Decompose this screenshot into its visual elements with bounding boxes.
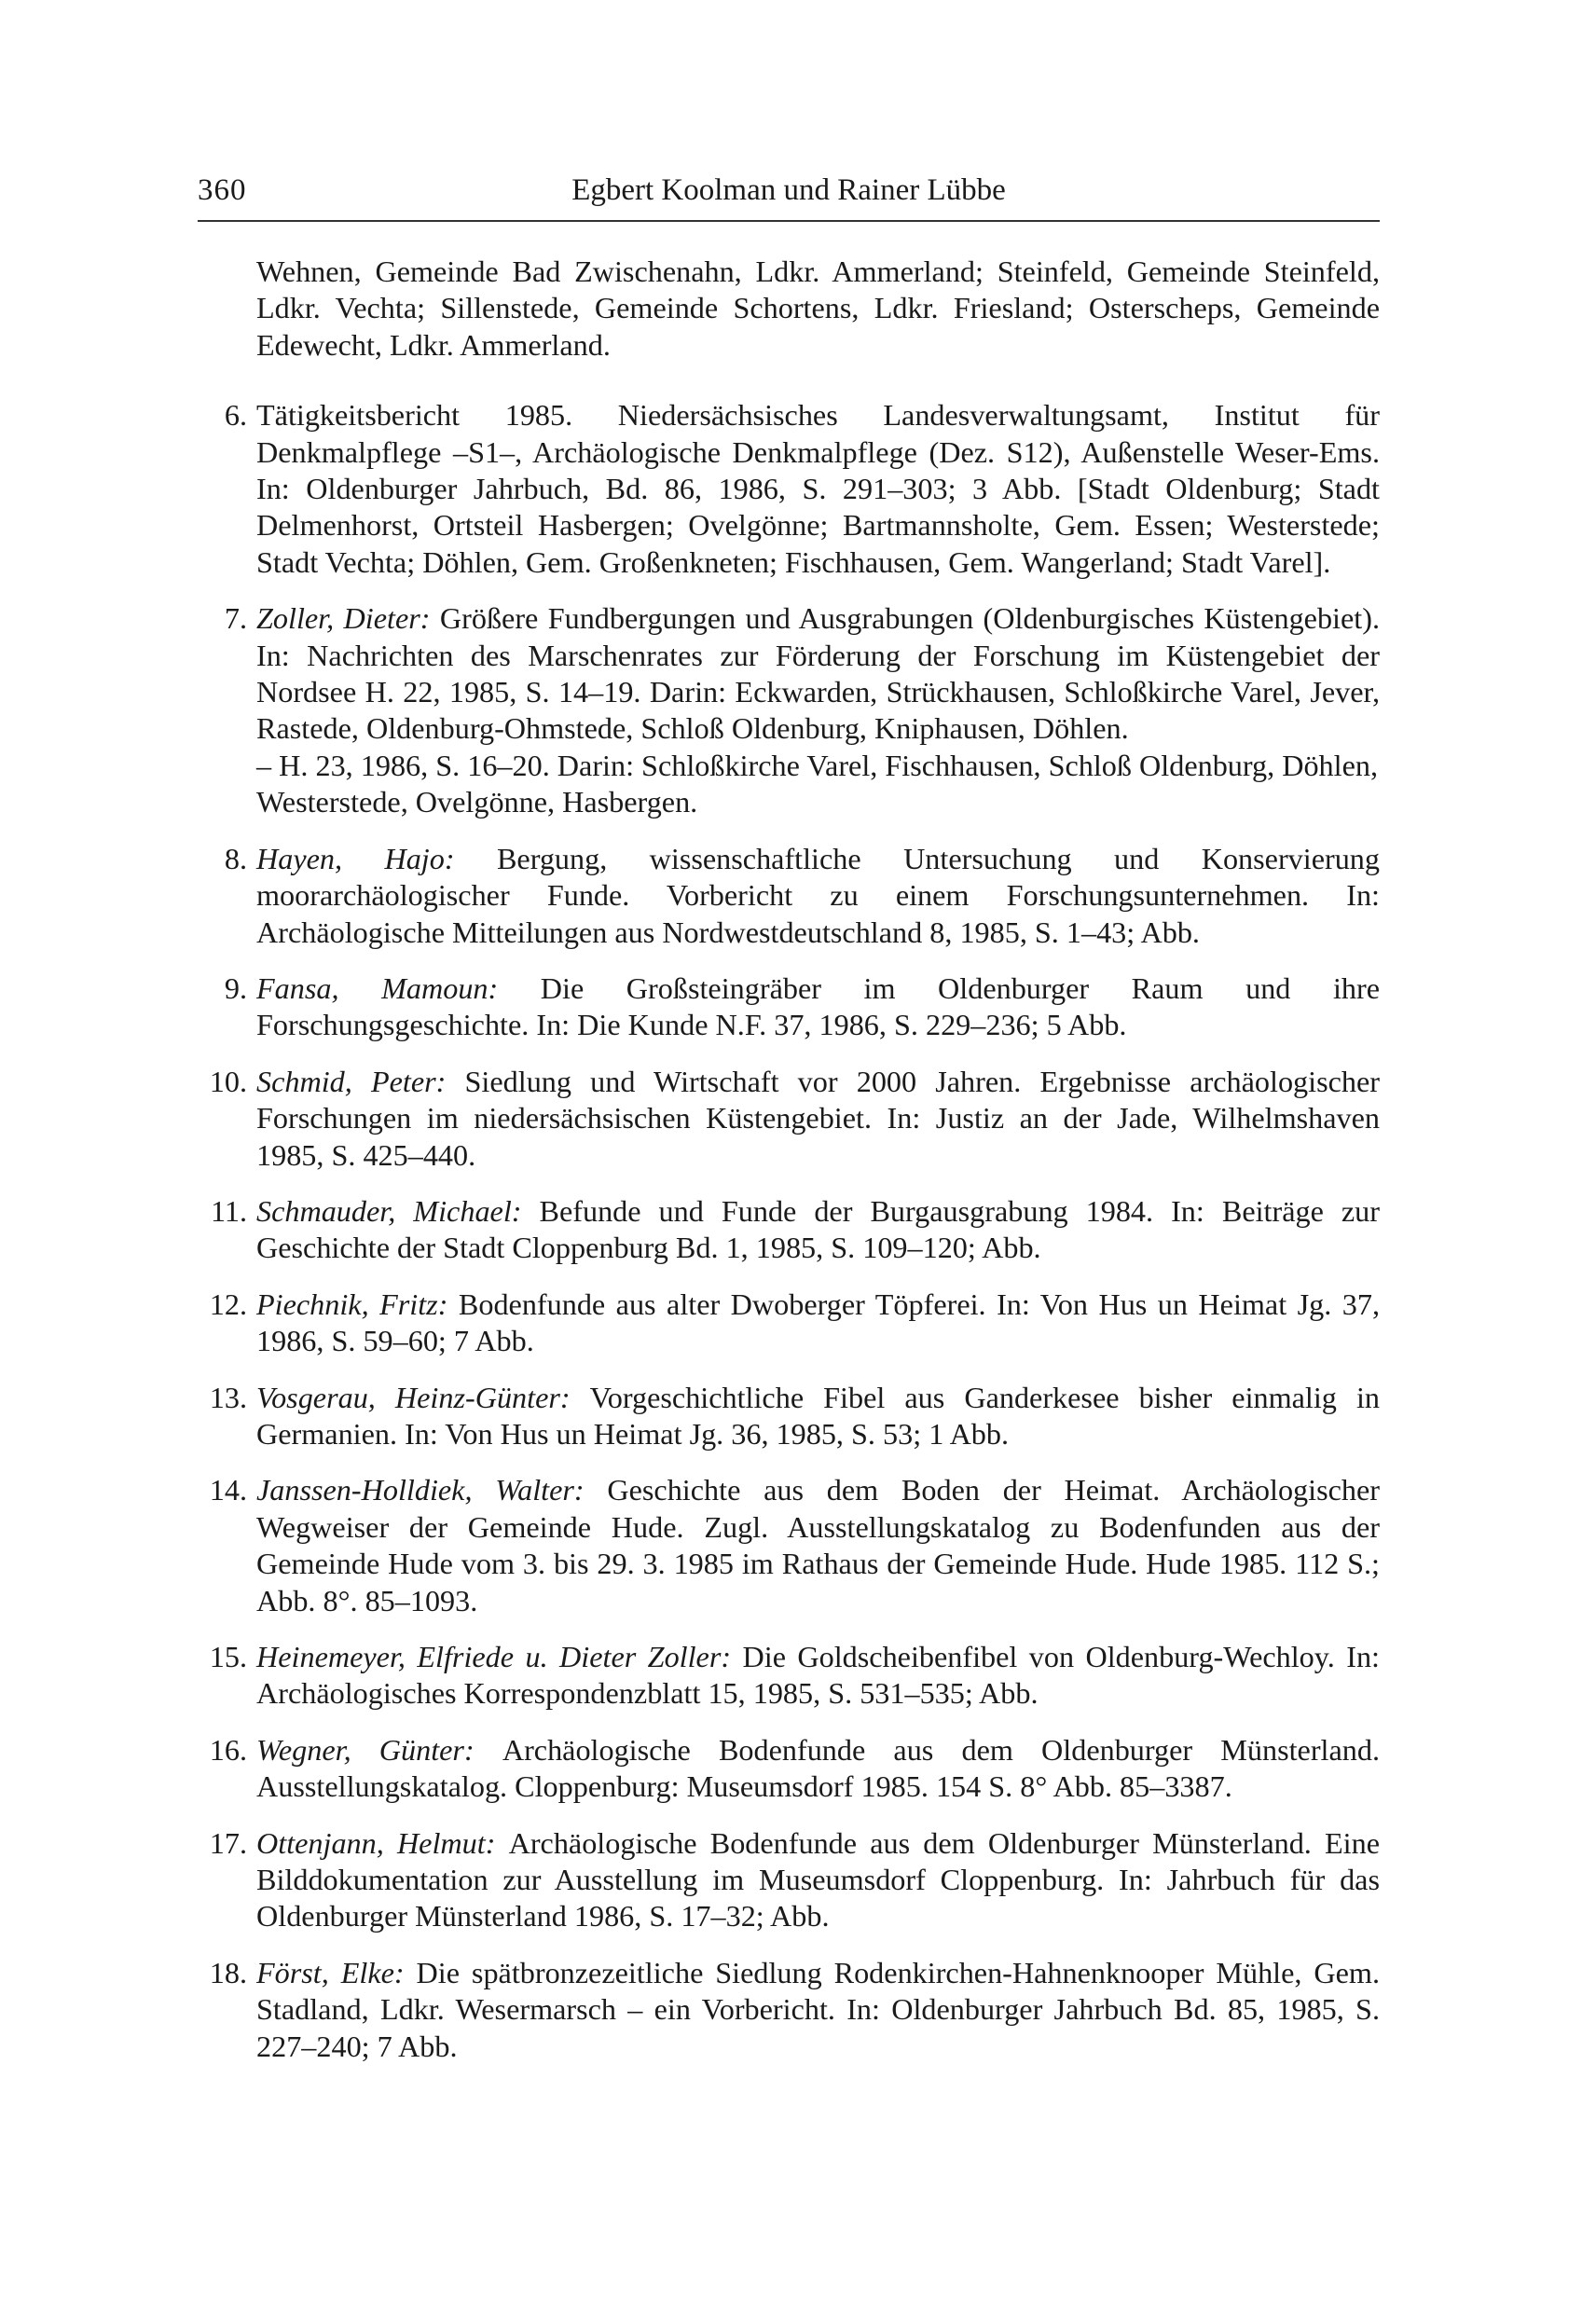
entry-number: 15.	[209, 1640, 247, 1673]
entry-author: Janssen-Holldiek, Walter:	[256, 1473, 608, 1507]
entry-text: Die Großsteingräber im Oldenburger Raum und ihre Forschungsgeschichte. In: Die Kunde N.F. 37, 1986, S. 229–236; 5 Abb.	[256, 970, 1380, 1042]
entry-author: Ottenjann, Helmut:	[256, 1825, 509, 1860]
entry-text: Bodenfunde aus alter Dwoberger Töpferei. In: Von Hus un Heimat Jg. 37, 1986, S. 59–60; 7 Abb.	[256, 1287, 1380, 1358]
entry-number: 10.	[209, 1064, 247, 1098]
bibliography-entry	[198, 1064, 1380, 1174]
entry-text: Vorgeschichtliche Fibel aus Ganderkesee bisher einmalig in Germanien. In: Von Hus un Heimat Jg. 36, 1985, S. 53; 1 Abb.	[256, 1380, 1380, 1451]
bibliography-list	[198, 254, 1380, 2085]
entry-text: Größere Fundbergungen und Ausgrabungen (Oldenburgisches Küstengebiet). In: Nachrichten des Marschenrates zur Förderung der Forschung im Küstengebiet der Nordsee H. 22, 1985, S. 14–19. Darin: Eckwarden, Strückhausen, Schloßkirche Varel, Jever, Rastede, Oldenburg-Ohmstede, Schloß Oldenburg, Kniphausen, Döhlen.	[256, 601, 1380, 746]
bibliography-entry	[198, 1472, 1380, 1619]
entry-text: Archäologische Bodenfunde aus dem Oldenburger Münsterland. Ausstellungskatalog. Cloppenburg: Museumsdorf 1985. 154 S. 8° Abb. 85–3387.	[256, 1732, 1381, 1804]
bibliography-entry	[198, 397, 1380, 581]
entry-text: Befunde und Funde der Burgausgrabung 1984. In: Beiträge zur Geschichte der Stadt Cloppenburg Bd. 1, 1985, S. 109–120; Abb.	[256, 1193, 1380, 1265]
bibliography-entry	[198, 841, 1380, 951]
bibliography-entry	[198, 1193, 1380, 1267]
continuation-text: Wehnen, Gemeinde Bad Zwischenahn, Ldkr. Ammerland; Steinfeld, Gemeinde Steinfeld, Ldkr. Vechta; Sillenstede, Gemeinde Schortens, Ldkr. Friesland; Osterscheps, Gemeinde Edewecht, Ldkr. Ammerland.	[256, 255, 1380, 362]
page-header	[198, 166, 1380, 222]
page-number: 360	[198, 173, 247, 207]
entry-number: 18.	[209, 1955, 247, 1989]
entry-text: Archäologische Bodenfunde aus dem Oldenburger Münsterland. Eine Bilddokumentation zur Ausstellung im Museumsdorf Cloppenburg. In: Jahrbuch für das Oldenburger Münsterland 1986, S. 17–32; Abb.	[256, 1825, 1380, 1934]
entry-author: Schmid, Peter:	[256, 1064, 465, 1098]
entry-author: Först, Elke:	[256, 1955, 417, 1989]
entry-number: 8.	[224, 841, 247, 875]
entry-author: Piechnik, Fritz:	[256, 1287, 459, 1321]
entry-author: Heinemeyer, Elfriede u. Dieter Zoller:	[256, 1640, 743, 1673]
entry-text: Die spätbronzezeitliche Siedlung Rodenkirchen-Hahnenknooper Mühle, Gem. Stadland, Ldkr. Wesermarsch – ein Vorbericht. In: Oldenburger Jahrbuch Bd. 85, 1985, S. 227–240; 7 Abb.	[256, 1955, 1380, 2063]
bibliography-entry	[198, 970, 1380, 1044]
entry-number: 9.	[224, 970, 247, 1005]
entry-subtext: – H. 23, 1986, S. 16–20. Darin: Schloßkirche Varel, Fischhausen, Schloß Oldenburg, Döhlen, Westerstede, Ovelgönne, Hasbergen.	[256, 748, 1379, 819]
entry-text: Die Goldscheibenfibel von Oldenburg-Wechloy. In: Archäologisches Korrespondenzblatt 15, 1985, S. 531–535; Abb.	[256, 1640, 1380, 1711]
entry-number: 17.	[209, 1825, 247, 1860]
entry-author: Zoller, Dieter:	[256, 601, 440, 636]
entry-text: Siedlung und Wirtschaft vor 2000 Jahren. Ergebnisse archäologischer Forschungen im niedersächsischen Küstengebiet. In: Justiz an der Jade, Wilhelmshaven 1985, S. 425–440.	[256, 1064, 1380, 1172]
entry-author: Schmauder, Michael:	[256, 1193, 540, 1228]
entry-number: 12.	[209, 1287, 247, 1321]
running-head: Egbert Koolman und Rainer Lübbe	[571, 173, 1006, 207]
entry-text: Bergung, wissenschaftliche Untersuchung und Konservierung moorarchäologischer Funde. Vorbericht zu einem Forschungsunternehmen. In: Archäologische Mitteilungen aus Nordwestdeutschland 8, 1985, S. 1–43; Abb.	[256, 841, 1380, 949]
entry-text: Tätigkeitsbericht 1985. Niedersächsisches Landesverwaltungsamt, Institut für Denkmalpflege –S1–, Archäologische Denkmalpflege (Dez. S12), Außenstelle Weser-Ems. In: Oldenburger Jahrbuch, Bd. 86, 1986, S. 291–303; 3 Abb. [Stadt Oldenburg; Stadt Delmenhorst, Ortsteil Hasbergen; Ovelgönne; Bartmannsholte, Gem. Essen; Westerstede; Stadt Vechta; Döhlen, Gem. Großenkneten; Fischhausen, Gem. Wangerland; Stadt Varel].	[256, 398, 1380, 579]
entry-author: Wegner, Günter:	[256, 1732, 502, 1767]
entry-author: Fansa, Mamoun:	[256, 970, 541, 1005]
entry-number: 13.	[209, 1380, 247, 1414]
bibliography-entry	[198, 1732, 1380, 1806]
continuation-paragraph	[198, 254, 1380, 364]
bibliography-entry	[198, 600, 1380, 820]
entry-author: Hayen, Hajo:	[256, 841, 497, 875]
entry-author: Vosgerau, Heinz-Günter:	[256, 1380, 590, 1414]
bibliography-entry	[198, 1825, 1380, 1935]
entry-number: 14.	[209, 1473, 247, 1507]
bibliography-entry	[198, 1955, 1380, 2065]
bibliography-entry	[198, 1639, 1380, 1713]
bibliography-entry	[198, 1287, 1380, 1360]
entry-number: 16.	[209, 1732, 247, 1767]
entry-number: 6.	[224, 398, 247, 433]
bibliography-entry	[198, 1380, 1380, 1453]
entry-number: 7.	[224, 601, 247, 636]
entry-number: 11.	[210, 1193, 247, 1228]
entry-text: Geschichte aus dem Boden der Heimat. Archäologischer Wegweiser der Gemeinde Hude. Zugl. Ausstellungskatalog zu Bodenfunden aus der Gemeinde Hude vom 3. bis 29. 3. 1985 im Rathaus der Gemeinde Hude. Hude 1985. 112 S.; Abb. 8°. 85–1093.	[256, 1473, 1381, 1617]
